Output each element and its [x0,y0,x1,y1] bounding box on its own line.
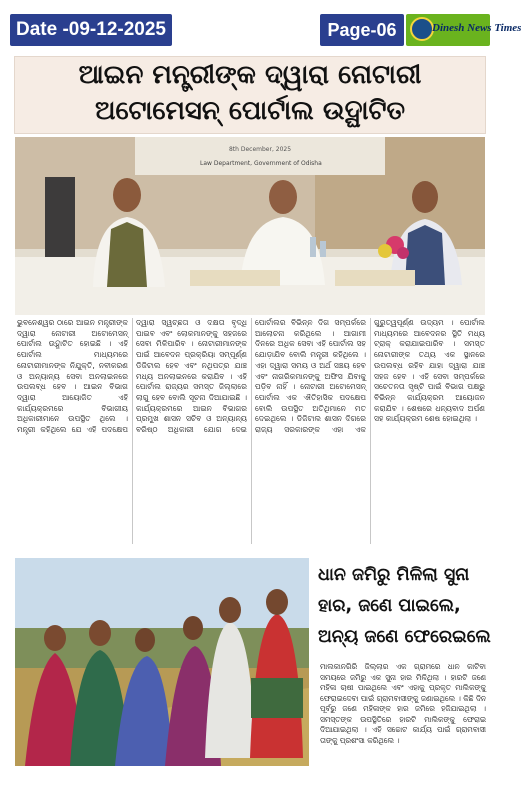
paddy-field-illustration [15,558,309,766]
story-headline [318,560,491,656]
story-headline-line-3: ଅନ୍ୟ ଜଣେ ଫେରେଇଲେ [318,627,491,647]
paddy-field-photo [15,558,309,766]
logo-text: Dinesh News Times [432,22,521,34]
event-photo [15,137,485,315]
main-headline [14,56,486,134]
globe-icon [410,17,434,41]
newspaper-logo [406,14,521,46]
article-body [17,318,485,544]
page-number-label: Page-06 [320,14,404,46]
story-headline-line-1: ଧାନ ଜମିରୁ ମିଳିଲା ସୁନା [318,565,470,585]
banner-org: Law Department, Government of Odisha [200,160,322,167]
date-label: Date -09-12-2025 [10,14,172,46]
event-photo-illustration [15,137,485,315]
article-text: ଭୁବନେଶ୍ୱର ଠାରେ ଆଇନ ମନ୍ତ୍ରୀଙ୍କ ଦ୍ୱାରା ନୋଟାରୀ ଅଟୋମେସନ୍ ପୋର୍ଟାଲ ଉଦ୍ଘାଟିତ ହୋଇଛି । ଏହି ପୋର୍ଟାଲ ମାଧ୍ୟମରେ ନୋଟାରୀମାନଙ୍କ ନିଯୁକ୍ତି, ନବୀକରଣ ଓ ଅନ୍ୟାନ୍ୟ ସେବା ଅନଲାଇନରେ ଉପଲବ୍ଧ ହେବ । ଆଇନ ବିଭାଗ ଦ୍ୱାରା ଆୟୋଜିତ ଏହି କାର୍ଯ୍ୟକ୍ରମରେ ବିଭାଗୀୟ ଅଧିକାରୀମାନେ ଉପସ୍ଥିତ ଥିଲେ । ମନ୍ତ୍ରୀ କହିଥିଲେ ଯେ ଏହି ପଦକ୍ଷେପ ଦ୍ୱାରା ସ୍ୱଚ୍ଛତା ଓ ଦକ୍ଷତା ବୃଦ୍ଧି ପାଇବ ଏବଂ ଲୋକମାନଙ୍କୁ ସହଜରେ ସେବା ମିଳିପାରିବ । ନୋଟାରୀମାନଙ୍କ ପାଇଁ ଆବେଦନ ପ୍ରକ୍ରିୟା ସମ୍ପୂର୍ଣ୍ଣ ଡିଜିଟାଲ ହେବ ଏବଂ ନଥିପତ୍ର ଯାଞ୍ଚ ମଧ୍ୟ ଅନଲାଇନରେ କରାଯିବ । ଏହି ପୋର୍ଟାଲ ରାଜ୍ୟର ସମସ୍ତ ଜିଲ୍ଲାରେ ଲାଗୁ ହେବ ବୋଲି ସୂଚନା ଦିଆଯାଇଛି । କାର୍ଯ୍ୟକ୍ରମରେ ଆଇନ ବିଭାଗର ପ୍ରମୁଖ ଶାସନ ସଚିବ ଓ ଅନ୍ୟାନ୍ୟ ବରିଷ୍ଠ ଅଧିକାରୀ ଯୋଗ ଦେଇ ପୋର୍ଟାଲର ବିଭିନ୍ନ ଦିଗ ସମ୍ପର୍କରେ ଆଲୋଚନା କରିଥିଲେ । ଆଗାମୀ ଦିନରେ ଅଧିକ ସେବା ଏହି ପୋର୍ଟାଲ ସହ ଯୋଡ଼ାଯିବ ବୋଲି ମନ୍ତ୍ରୀ କହିଥିଲେ । ଏହା ଦ୍ୱାରା ସମୟ ଓ ଅର୍ଥ ସଞ୍ଚୟ ହେବ ଏବଂ ନାଗରିକମାନଙ୍କୁ ଅଫିସ ଯିବାକୁ ପଡ଼ିବ ନାହିଁ । ନୋଟାରୀ ଅଟୋମେସନ୍ ପୋର୍ଟାଲ ଏକ ଐତିହାସିକ ପଦକ୍ଷେପ ବୋଲି ଉପସ୍ଥିତ ଅତିଥିମାନେ ମତ ଦେଇଥିଲେ । ଡିଜିଟାଲ ଶାସନ ଦିଗରେ ରାଜ୍ୟ ସରକାରଙ୍କ ଏହା ଏକ ଗୁରୁତ୍ୱପୂର୍ଣ୍ଣ ଉଦ୍ୟମ । ପୋର୍ଟାଲ ମାଧ୍ୟମରେ ଆବେଦନର ସ୍ଥିତି ମଧ୍ୟ ଟ୍ରାକ୍ କରାଯାଇପାରିବ । ସମସ୍ତ ନୋଟାରୀଙ୍କ ତଥ୍ୟ ଏକ ସ୍ଥାନରେ ଉପଲବ୍ଧ ରହିବ ଯାହା ଦ୍ୱାରା ଯାଞ୍ଚ ସହଜ ହେବ । ଏହି ସେବା ସମ୍ପର୍କରେ ସଚେତନତା ସୃଷ୍ଟି ପାଇଁ ବିଭାଗ ପକ୍ଷରୁ ବିଭିନ୍ନ କାର୍ଯ୍ୟକ୍ରମ ଆୟୋଜନ କରାଯିବ । ଶେଷରେ ଧନ୍ୟବାଦ ଅର୍ପଣ ସହ କାର୍ଯ୍ୟକ୍ରମ ଶେଷ ହୋଇଥିଲା । [17,318,485,435]
story-headline-line-2: ହାର, ଜଣେ ପାଇଲେ, [318,596,461,616]
headline-line-2: ଅଟୋମେସନ୍ ପୋର୍ଟାଲ ଉଦ୍ଘାଟିତ [94,96,406,126]
headline-line-1: ଆଇନ ମନ୍ତ୍ରୀଙ୍କ ଦ୍ୱାରା ନୋଟାରୀ [78,60,422,90]
story-text: ମାଲକାନଗିରି ଜିଲ୍ଲାର ଏକ ଗ୍ରାମରେ ଧାନ କାଟିବା ସମୟରେ ଜମିରୁ ଏକ ସୁନା ହାର ମିଳିଥିଲା । ହାରଟି ଜଣେ ମହିଳା ଚାଷୀ ପାଇଥିଲେ ଏବଂ ଏହାକୁ ପ୍ରକୃତ ମାଲିକଙ୍କୁ ଫେରାଇଦେବା ପାଇଁ ଗ୍ରାମବାସୀଙ୍କୁ ଜଣାଇଥିଲେ । କିଛି ଦିନ ପୂର୍ବରୁ ଜଣେ ମହିଳାଙ୍କ ହାର ଜମିରେ ହଜିଯାଇଥିଲା । ସମସ୍ତଙ୍କ ଉପସ୍ଥିତିରେ ହାରଟି ମାଲିକଙ୍କୁ ଫେରାଇ ଦିଆଯାଇଥିଲା । ଏହି ସଚ୍ଚୋଟ କାର୍ଯ୍ୟ ପାଇଁ ଗ୍ରାମବାସୀ ତାଙ୍କୁ ପ୍ରଶଂସା କରିଥିଲେ । [320,662,486,745]
page-header [0,0,521,52]
story-body [320,662,486,772]
banner-date: 8th December, 2025 [228,146,292,153]
